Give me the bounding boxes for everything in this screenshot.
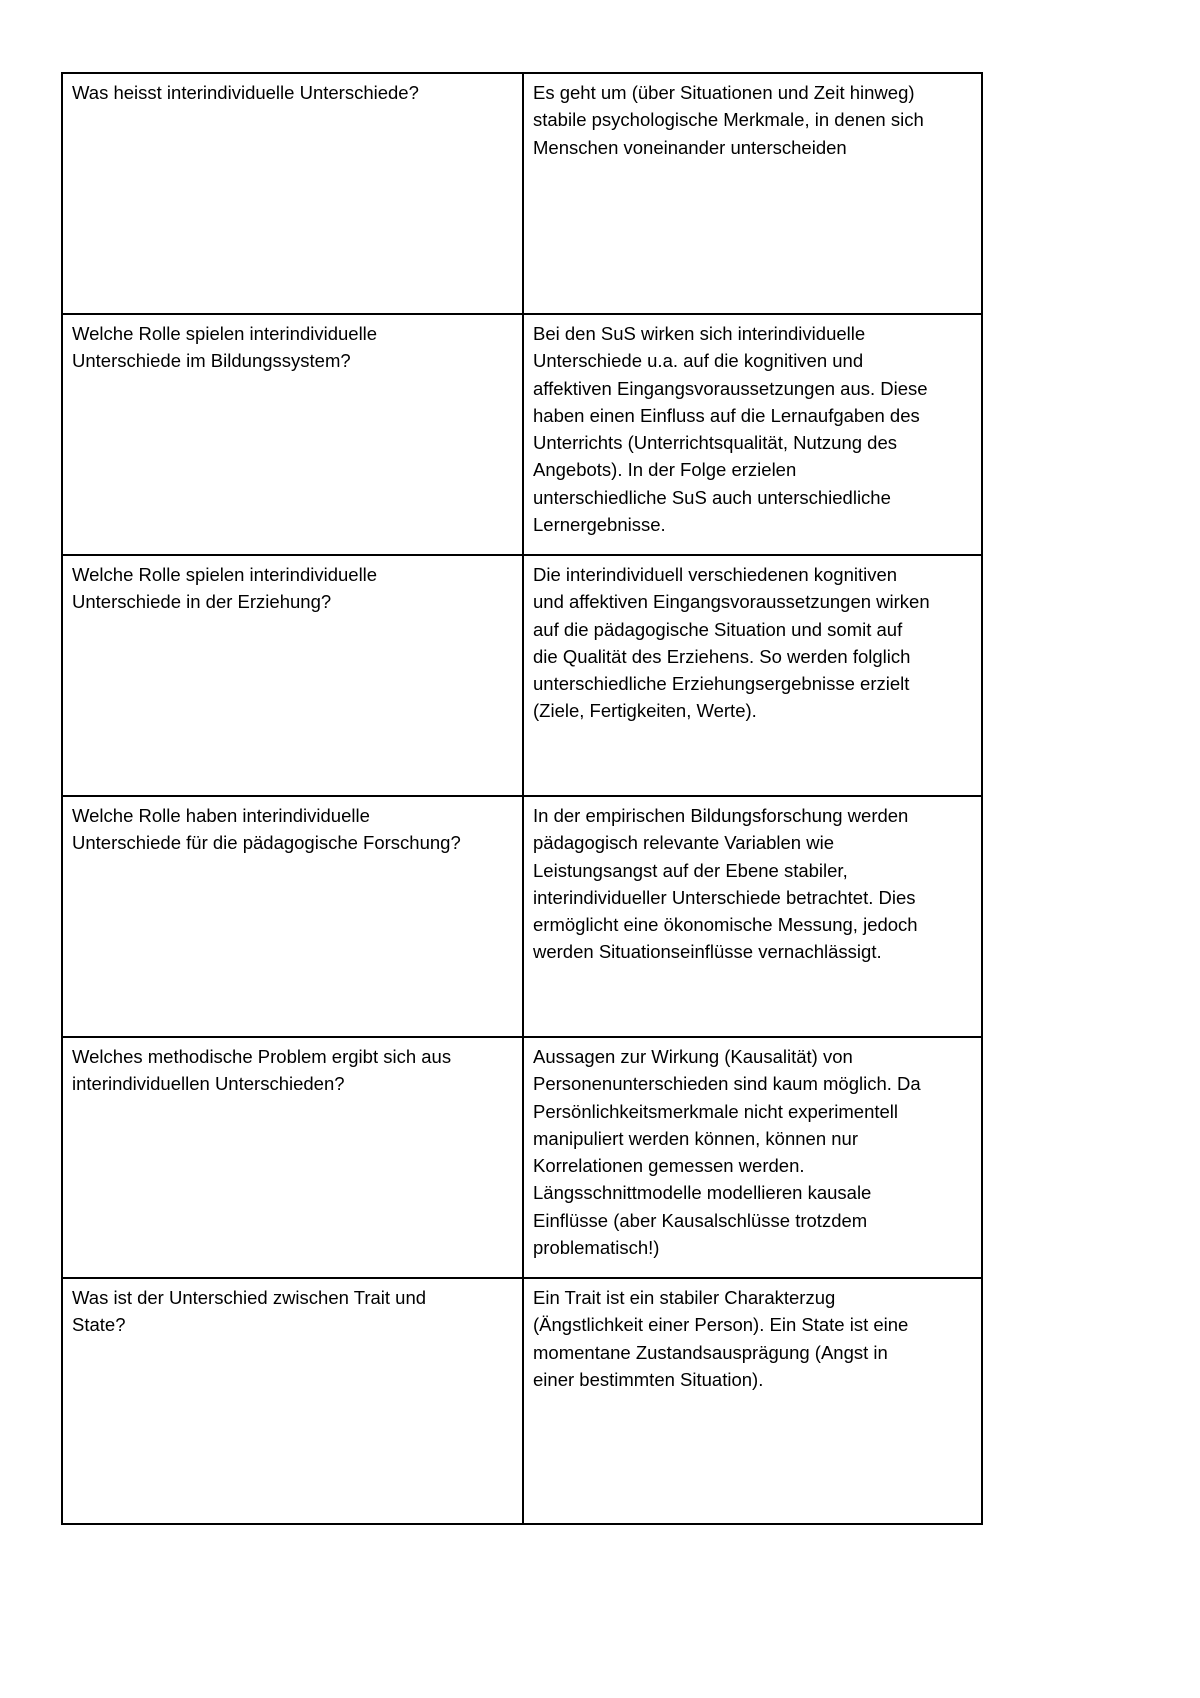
table-row xyxy=(62,796,982,1037)
answer-cell: In der empirischen Bildungsforschung werden pädagogisch relevante Variablen wie Leistungsangst auf der Ebene stabiler, interindividueller Unterschiede betrachtet. Dies ermöglicht eine ökonomische Messung, jedoch werden Situationseinflüsse vernachlässigt. xyxy=(523,796,982,1037)
question-cell: Welches methodische Problem ergibt sich aus interindividuellen Unterschieden? xyxy=(62,1037,523,1278)
question-cell: Welche Rolle haben interindividuelle Unterschiede für die pädagogische Forschung? xyxy=(62,796,523,1037)
answer-cell: Aussagen zur Wirkung (Kausalität) von Personenunterschieden sind kaum möglich. Da Persönlichkeitsmerkmale nicht experimentell manipuliert werden können, können nur Korrelationen gemessen werden. Längsschnittmodelle modellieren kausale Einflüsse (aber Kausalschlüsse trotzdem problematisch!) xyxy=(523,1037,982,1278)
table-row xyxy=(62,73,982,314)
answer-cell: Ein Trait ist ein stabiler Charakterzug (Ängstlichkeit einer Person). Ein State ist eine momentane Zustandsausprägung (Angst in einer bestimmten Situation). xyxy=(523,1278,982,1524)
question-cell: Welche Rolle spielen interindividuelle Unterschiede im Bildungssystem? xyxy=(62,314,523,555)
answer-cell: Es geht um (über Situationen und Zeit hinweg) stabile psychologische Merkmale, in denen sich Menschen voneinander unterscheiden xyxy=(523,73,982,314)
table-row xyxy=(62,1278,982,1524)
table-row xyxy=(62,555,982,796)
table-row xyxy=(62,1037,982,1278)
question-cell: Welche Rolle spielen interindividuelle Unterschiede in der Erziehung? xyxy=(62,555,523,796)
qa-table xyxy=(61,72,983,1525)
question-cell: Was heisst interindividuelle Unterschiede? xyxy=(62,73,523,314)
answer-cell: Die interindividuell verschiedenen kognitiven und affektiven Eingangsvoraussetzungen wirken auf die pädagogische Situation und somit auf die Qualität des Erziehens. So werden folglich unterschiedliche Erziehungsergebnisse erzielt (Ziele, Fertigkeiten, Werte). xyxy=(523,555,982,796)
answer-cell: Bei den SuS wirken sich interindividuelle Unterschiede u.a. auf die kognitiven und affektiven Eingangsvoraussetzungen aus. Diese haben einen Einfluss auf die Lernaufgaben des Unterrichts (Unterrichtsqualität, Nutzung des Angebots). In der Folge erzielen unterschiedliche SuS auch unterschiedliche Lernergebnisse. xyxy=(523,314,982,555)
question-cell: Was ist der Unterschied zwischen Trait und State? xyxy=(62,1278,523,1524)
table-row xyxy=(62,314,982,555)
